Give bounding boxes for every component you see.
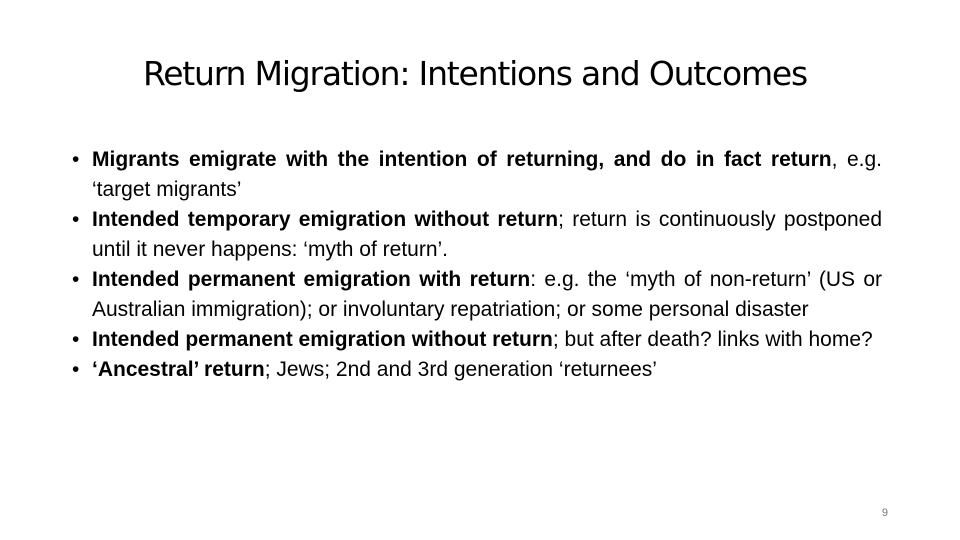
bullet-lead-text: Intended permanent emigration with return: [92, 268, 531, 291]
bullet-item: [72, 355, 882, 385]
bullet-item: [72, 325, 882, 355]
bullet-body-text: : e.g. the ‘myth of non-return’ (US or Australian immigration); or involuntary repatriation; or some personal disaster: [92, 268, 883, 321]
bullet-item: [72, 145, 882, 205]
bullet-lead-text: ‘Ancestral’ return: [92, 358, 265, 381]
bullet-list: [72, 145, 882, 385]
bullet-body-text: , e.g. ‘target migrants’: [92, 148, 882, 201]
bullet-body-text: ; but after death? links with home?: [552, 328, 873, 351]
bullet-lead-text: Migrants emigrate with the intention of returning, and do in fact return: [92, 148, 832, 171]
bullet-marker: •: [72, 268, 80, 291]
bullet-marker: •: [72, 148, 80, 171]
bullet-lead-text: Intended temporary emigration without return: [92, 208, 559, 231]
bullet-marker: •: [72, 328, 80, 351]
page-number: 9: [881, 507, 888, 519]
bullet-item: [72, 205, 882, 265]
bullet-item: [72, 265, 882, 325]
slide-title: Return Migration: Intentions and Outcomes: [142, 54, 808, 93]
bullet-marker: •: [72, 358, 80, 381]
bullet-body-text: ; Jews; 2nd and 3rd generation ‘returnees’: [264, 358, 657, 381]
bullet-body-text: ; return is continuously postponed until it never happens: ‘myth of return’.: [92, 208, 883, 261]
bullet-marker: •: [72, 208, 80, 231]
bullet-lead-text: Intended permanent emigration without return: [92, 328, 553, 351]
